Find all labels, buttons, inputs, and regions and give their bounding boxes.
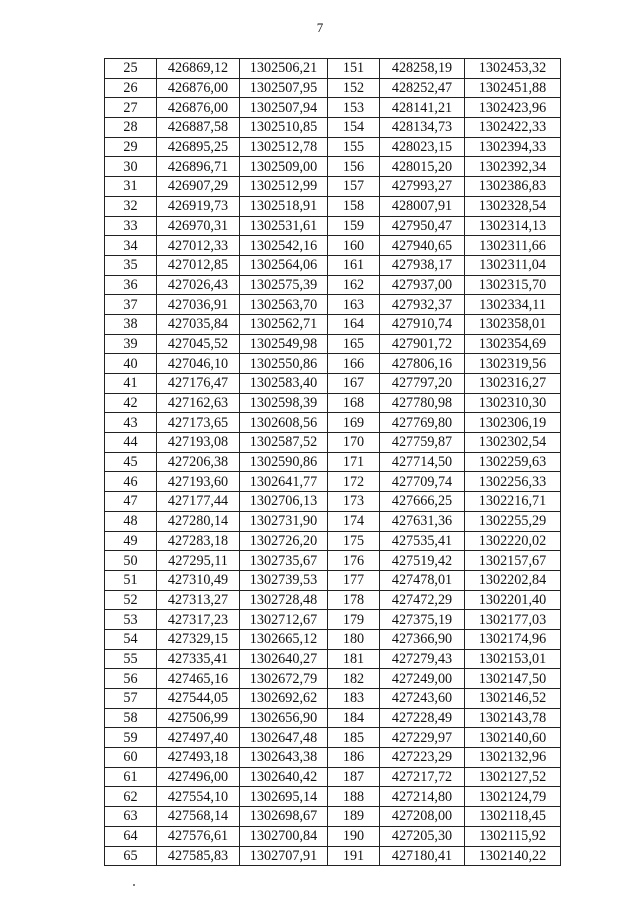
x-coordinate-right: 427780,98 xyxy=(380,393,465,413)
table-row xyxy=(105,846,561,866)
point-number-left: 49 xyxy=(105,531,157,551)
y-coordinate-right: 1302451,88 xyxy=(465,78,561,98)
table-row xyxy=(105,334,561,354)
x-coordinate-left: 426970,31 xyxy=(157,216,240,236)
table-row xyxy=(105,157,561,177)
table-row xyxy=(105,137,561,157)
table-row xyxy=(105,807,561,827)
point-number-left: 38 xyxy=(105,314,157,334)
table-row xyxy=(105,649,561,669)
y-coordinate-left: 1302587,52 xyxy=(240,433,328,453)
x-coordinate-left: 427295,11 xyxy=(157,551,240,571)
point-number-left: 64 xyxy=(105,826,157,846)
x-coordinate-left: 427045,52 xyxy=(157,334,240,354)
x-coordinate-left: 427026,43 xyxy=(157,275,240,295)
point-number-right: 159 xyxy=(328,216,380,236)
table-row xyxy=(105,275,561,295)
y-coordinate-right: 1302394,33 xyxy=(465,137,561,157)
point-number-left: 40 xyxy=(105,354,157,374)
y-coordinate-left: 1302550,86 xyxy=(240,354,328,374)
point-number-left: 44 xyxy=(105,433,157,453)
y-coordinate-right: 1302127,52 xyxy=(465,767,561,787)
table-row xyxy=(105,748,561,768)
point-number-right: 161 xyxy=(328,255,380,275)
x-coordinate-right: 427208,00 xyxy=(380,807,465,827)
y-coordinate-right: 1302157,67 xyxy=(465,551,561,571)
x-coordinate-left: 427496,00 xyxy=(157,767,240,787)
x-coordinate-right: 427279,43 xyxy=(380,649,465,669)
point-number-right: 155 xyxy=(328,137,380,157)
y-coordinate-left: 1302647,48 xyxy=(240,728,328,748)
point-number-right: 181 xyxy=(328,649,380,669)
y-coordinate-right: 1302386,83 xyxy=(465,177,561,197)
x-coordinate-right: 427910,74 xyxy=(380,314,465,334)
point-number-right: 179 xyxy=(328,610,380,630)
point-number-left: 36 xyxy=(105,275,157,295)
coordinates-table xyxy=(104,58,561,866)
y-coordinate-right: 1302216,71 xyxy=(465,492,561,512)
table-row xyxy=(105,610,561,630)
point-number-right: 185 xyxy=(328,728,380,748)
x-coordinate-right: 427535,41 xyxy=(380,531,465,551)
x-coordinate-right: 428134,73 xyxy=(380,118,465,138)
x-coordinate-left: 427493,18 xyxy=(157,748,240,768)
point-number-right: 169 xyxy=(328,413,380,433)
point-number-right: 166 xyxy=(328,354,380,374)
y-coordinate-right: 1302174,96 xyxy=(465,629,561,649)
point-number-right: 167 xyxy=(328,374,380,394)
point-number-right: 189 xyxy=(328,807,380,827)
x-coordinate-right: 428258,19 xyxy=(380,59,465,79)
x-coordinate-right: 427709,74 xyxy=(380,472,465,492)
y-coordinate-right: 1302328,54 xyxy=(465,196,561,216)
x-coordinate-right: 427243,60 xyxy=(380,689,465,709)
point-number-right: 186 xyxy=(328,748,380,768)
y-coordinate-right: 1302319,56 xyxy=(465,354,561,374)
table-row xyxy=(105,570,561,590)
y-coordinate-right: 1302259,63 xyxy=(465,452,561,472)
point-number-left: 50 xyxy=(105,551,157,571)
point-number-left: 42 xyxy=(105,393,157,413)
x-coordinate-left: 426887,58 xyxy=(157,118,240,138)
x-coordinate-left: 427568,14 xyxy=(157,807,240,827)
point-number-left: 52 xyxy=(105,590,157,610)
point-number-left: 32 xyxy=(105,196,157,216)
y-coordinate-left: 1302739,53 xyxy=(240,570,328,590)
x-coordinate-left: 427313,27 xyxy=(157,590,240,610)
y-coordinate-right: 1302423,96 xyxy=(465,98,561,118)
point-number-left: 47 xyxy=(105,492,157,512)
point-number-left: 33 xyxy=(105,216,157,236)
y-coordinate-left: 1302562,71 xyxy=(240,314,328,334)
x-coordinate-left: 427176,47 xyxy=(157,374,240,394)
y-coordinate-right: 1302177,03 xyxy=(465,610,561,630)
y-coordinate-right: 1302422,33 xyxy=(465,118,561,138)
y-coordinate-right: 1302147,50 xyxy=(465,669,561,689)
y-coordinate-right: 1302255,29 xyxy=(465,511,561,531)
x-coordinate-right: 428252,47 xyxy=(380,78,465,98)
point-number-right: 177 xyxy=(328,570,380,590)
y-coordinate-left: 1302531,61 xyxy=(240,216,328,236)
x-coordinate-right: 427229,97 xyxy=(380,728,465,748)
point-number-right: 180 xyxy=(328,629,380,649)
point-number-right: 170 xyxy=(328,433,380,453)
x-coordinate-left: 427283,18 xyxy=(157,531,240,551)
coordinates-table-body xyxy=(105,59,561,866)
x-coordinate-left: 427035,84 xyxy=(157,314,240,334)
x-coordinate-left: 427046,10 xyxy=(157,354,240,374)
y-coordinate-right: 1302202,84 xyxy=(465,570,561,590)
y-coordinate-left: 1302695,14 xyxy=(240,787,328,807)
point-number-left: 31 xyxy=(105,177,157,197)
y-coordinate-right: 1302118,45 xyxy=(465,807,561,827)
x-coordinate-left: 427497,40 xyxy=(157,728,240,748)
table-row xyxy=(105,531,561,551)
y-coordinate-right: 1302453,32 xyxy=(465,59,561,79)
x-coordinate-left: 427465,16 xyxy=(157,669,240,689)
table-row xyxy=(105,98,561,118)
y-coordinate-left: 1302726,20 xyxy=(240,531,328,551)
x-coordinate-right: 427519,42 xyxy=(380,551,465,571)
point-number-right: 182 xyxy=(328,669,380,689)
table-row xyxy=(105,78,561,98)
y-coordinate-left: 1302712,67 xyxy=(240,610,328,630)
point-number-right: 151 xyxy=(328,59,380,79)
y-coordinate-left: 1302598,39 xyxy=(240,393,328,413)
x-coordinate-right: 428023,15 xyxy=(380,137,465,157)
y-coordinate-left: 1302735,67 xyxy=(240,551,328,571)
point-number-left: 63 xyxy=(105,807,157,827)
point-number-right: 174 xyxy=(328,511,380,531)
y-coordinate-left: 1302507,94 xyxy=(240,98,328,118)
x-coordinate-right: 427938,17 xyxy=(380,255,465,275)
point-number-left: 34 xyxy=(105,236,157,256)
y-coordinate-right: 1302153,01 xyxy=(465,649,561,669)
point-number-right: 162 xyxy=(328,275,380,295)
y-coordinate-right: 1302358,01 xyxy=(465,314,561,334)
table-row xyxy=(105,689,561,709)
y-coordinate-right: 1302306,19 xyxy=(465,413,561,433)
y-coordinate-right: 1302392,34 xyxy=(465,157,561,177)
x-coordinate-right: 427472,29 xyxy=(380,590,465,610)
table-row xyxy=(105,826,561,846)
point-number-left: 56 xyxy=(105,669,157,689)
x-coordinate-right: 427932,37 xyxy=(380,295,465,315)
table-row xyxy=(105,472,561,492)
y-coordinate-left: 1302549,98 xyxy=(240,334,328,354)
table-row xyxy=(105,767,561,787)
x-coordinate-left: 426919,73 xyxy=(157,196,240,216)
x-coordinate-right: 427223,29 xyxy=(380,748,465,768)
y-coordinate-left: 1302656,90 xyxy=(240,708,328,728)
table-row xyxy=(105,433,561,453)
y-coordinate-left: 1302506,21 xyxy=(240,59,328,79)
y-coordinate-right: 1302143,78 xyxy=(465,708,561,728)
point-number-left: 28 xyxy=(105,118,157,138)
table-row xyxy=(105,492,561,512)
x-coordinate-right: 427950,47 xyxy=(380,216,465,236)
point-number-right: 160 xyxy=(328,236,380,256)
point-number-left: 48 xyxy=(105,511,157,531)
x-coordinate-right: 427375,19 xyxy=(380,610,465,630)
x-coordinate-right: 427249,00 xyxy=(380,669,465,689)
y-coordinate-left: 1302583,40 xyxy=(240,374,328,394)
x-coordinate-left: 427310,49 xyxy=(157,570,240,590)
x-coordinate-right: 427217,72 xyxy=(380,767,465,787)
table-row xyxy=(105,177,561,197)
y-coordinate-left: 1302641,77 xyxy=(240,472,328,492)
table-row xyxy=(105,787,561,807)
y-coordinate-right: 1302311,04 xyxy=(465,255,561,275)
point-number-left: 41 xyxy=(105,374,157,394)
point-number-left: 62 xyxy=(105,787,157,807)
x-coordinate-right: 427937,00 xyxy=(380,275,465,295)
y-coordinate-right: 1302354,69 xyxy=(465,334,561,354)
x-coordinate-left: 426869,12 xyxy=(157,59,240,79)
point-number-left: 54 xyxy=(105,629,157,649)
y-coordinate-right: 1302115,92 xyxy=(465,826,561,846)
y-coordinate-right: 1302140,22 xyxy=(465,846,561,866)
y-coordinate-left: 1302707,91 xyxy=(240,846,328,866)
table-row xyxy=(105,354,561,374)
table-row xyxy=(105,728,561,748)
table-row xyxy=(105,511,561,531)
point-number-left: 35 xyxy=(105,255,157,275)
x-coordinate-right: 427993,27 xyxy=(380,177,465,197)
x-coordinate-left: 426876,00 xyxy=(157,78,240,98)
x-coordinate-left: 427576,61 xyxy=(157,826,240,846)
y-coordinate-right: 1302146,52 xyxy=(465,689,561,709)
point-number-left: 43 xyxy=(105,413,157,433)
point-number-left: 45 xyxy=(105,452,157,472)
point-number-right: 163 xyxy=(328,295,380,315)
point-number-left: 53 xyxy=(105,610,157,630)
x-coordinate-right: 427806,16 xyxy=(380,354,465,374)
y-coordinate-right: 1302124,79 xyxy=(465,787,561,807)
y-coordinate-left: 1302590,86 xyxy=(240,452,328,472)
point-number-left: 51 xyxy=(105,570,157,590)
x-coordinate-left: 427206,38 xyxy=(157,452,240,472)
point-number-left: 30 xyxy=(105,157,157,177)
x-coordinate-right: 428141,21 xyxy=(380,98,465,118)
x-coordinate-right: 427366,90 xyxy=(380,629,465,649)
point-number-right: 152 xyxy=(328,78,380,98)
y-coordinate-left: 1302700,84 xyxy=(240,826,328,846)
x-coordinate-right: 428007,91 xyxy=(380,196,465,216)
point-number-right: 187 xyxy=(328,767,380,787)
stray-mark xyxy=(133,884,135,886)
table-row xyxy=(105,236,561,256)
point-number-right: 191 xyxy=(328,846,380,866)
table-row xyxy=(105,255,561,275)
point-number-left: 46 xyxy=(105,472,157,492)
table-row xyxy=(105,59,561,79)
point-number-right: 184 xyxy=(328,708,380,728)
x-coordinate-left: 427193,08 xyxy=(157,433,240,453)
point-number-left: 29 xyxy=(105,137,157,157)
y-coordinate-left: 1302728,48 xyxy=(240,590,328,610)
x-coordinate-left: 427162,63 xyxy=(157,393,240,413)
point-number-right: 183 xyxy=(328,689,380,709)
point-number-right: 157 xyxy=(328,177,380,197)
y-coordinate-left: 1302698,67 xyxy=(240,807,328,827)
y-coordinate-right: 1302315,70 xyxy=(465,275,561,295)
x-coordinate-right: 427478,01 xyxy=(380,570,465,590)
y-coordinate-right: 1302334,11 xyxy=(465,295,561,315)
point-number-left: 37 xyxy=(105,295,157,315)
x-coordinate-right: 427631,36 xyxy=(380,511,465,531)
y-coordinate-left: 1302563,70 xyxy=(240,295,328,315)
y-coordinate-left: 1302640,42 xyxy=(240,767,328,787)
point-number-right: 172 xyxy=(328,472,380,492)
x-coordinate-left: 426876,00 xyxy=(157,98,240,118)
point-number-left: 59 xyxy=(105,728,157,748)
y-coordinate-left: 1302542,16 xyxy=(240,236,328,256)
x-coordinate-left: 427585,83 xyxy=(157,846,240,866)
table-row xyxy=(105,551,561,571)
table-row xyxy=(105,452,561,472)
y-coordinate-left: 1302575,39 xyxy=(240,275,328,295)
point-number-right: 153 xyxy=(328,98,380,118)
y-coordinate-left: 1302564,06 xyxy=(240,255,328,275)
x-coordinate-right: 427901,72 xyxy=(380,334,465,354)
table-row xyxy=(105,118,561,138)
y-coordinate-left: 1302643,38 xyxy=(240,748,328,768)
point-number-left: 65 xyxy=(105,846,157,866)
y-coordinate-right: 1302220,02 xyxy=(465,531,561,551)
x-coordinate-right: 428015,20 xyxy=(380,157,465,177)
x-coordinate-right: 427797,20 xyxy=(380,374,465,394)
y-coordinate-left: 1302512,99 xyxy=(240,177,328,197)
x-coordinate-right: 427180,41 xyxy=(380,846,465,866)
page-number: 7 xyxy=(316,20,324,35)
x-coordinate-left: 427280,14 xyxy=(157,511,240,531)
table-row xyxy=(105,196,561,216)
y-coordinate-right: 1302316,27 xyxy=(465,374,561,394)
point-number-left: 58 xyxy=(105,708,157,728)
x-coordinate-right: 427940,65 xyxy=(380,236,465,256)
x-coordinate-left: 426896,71 xyxy=(157,157,240,177)
point-number-right: 165 xyxy=(328,334,380,354)
point-number-right: 190 xyxy=(328,826,380,846)
y-coordinate-right: 1302256,33 xyxy=(465,472,561,492)
table-row xyxy=(105,590,561,610)
x-coordinate-left: 427012,33 xyxy=(157,236,240,256)
y-coordinate-left: 1302509,00 xyxy=(240,157,328,177)
point-number-left: 27 xyxy=(105,98,157,118)
y-coordinate-right: 1302140,60 xyxy=(465,728,561,748)
point-number-left: 61 xyxy=(105,767,157,787)
y-coordinate-left: 1302672,79 xyxy=(240,669,328,689)
point-number-right: 176 xyxy=(328,551,380,571)
table-row xyxy=(105,374,561,394)
y-coordinate-left: 1302518,91 xyxy=(240,196,328,216)
point-number-left: 26 xyxy=(105,78,157,98)
x-coordinate-left: 427329,15 xyxy=(157,629,240,649)
point-number-right: 158 xyxy=(328,196,380,216)
point-number-left: 55 xyxy=(105,649,157,669)
table-row xyxy=(105,669,561,689)
x-coordinate-left: 427177,44 xyxy=(157,492,240,512)
y-coordinate-left: 1302692,62 xyxy=(240,689,328,709)
x-coordinate-left: 427193,60 xyxy=(157,472,240,492)
y-coordinate-left: 1302512,78 xyxy=(240,137,328,157)
y-coordinate-right: 1302201,40 xyxy=(465,590,561,610)
y-coordinate-left: 1302510,85 xyxy=(240,118,328,138)
x-coordinate-right: 427214,80 xyxy=(380,787,465,807)
x-coordinate-right: 427769,80 xyxy=(380,413,465,433)
point-number-right: 154 xyxy=(328,118,380,138)
y-coordinate-right: 1302132,96 xyxy=(465,748,561,768)
table-row xyxy=(105,708,561,728)
x-coordinate-left: 427317,23 xyxy=(157,610,240,630)
x-coordinate-left: 427335,41 xyxy=(157,649,240,669)
point-number-right: 178 xyxy=(328,590,380,610)
x-coordinate-left: 426895,25 xyxy=(157,137,240,157)
table-row xyxy=(105,413,561,433)
x-coordinate-right: 427714,50 xyxy=(380,452,465,472)
point-number-right: 168 xyxy=(328,393,380,413)
point-number-right: 188 xyxy=(328,787,380,807)
table-row xyxy=(105,216,561,236)
x-coordinate-right: 427228,49 xyxy=(380,708,465,728)
y-coordinate-left: 1302608,56 xyxy=(240,413,328,433)
point-number-left: 25 xyxy=(105,59,157,79)
y-coordinate-left: 1302507,95 xyxy=(240,78,328,98)
point-number-right: 164 xyxy=(328,314,380,334)
y-coordinate-left: 1302665,12 xyxy=(240,629,328,649)
point-number-left: 57 xyxy=(105,689,157,709)
point-number-right: 175 xyxy=(328,531,380,551)
x-coordinate-left: 427173,65 xyxy=(157,413,240,433)
y-coordinate-right: 1302302,54 xyxy=(465,433,561,453)
x-coordinate-right: 427759,87 xyxy=(380,433,465,453)
y-coordinate-left: 1302731,90 xyxy=(240,511,328,531)
y-coordinate-right: 1302311,66 xyxy=(465,236,561,256)
x-coordinate-right: 427666,25 xyxy=(380,492,465,512)
y-coordinate-right: 1302310,30 xyxy=(465,393,561,413)
x-coordinate-left: 427036,91 xyxy=(157,295,240,315)
x-coordinate-left: 427544,05 xyxy=(157,689,240,709)
y-coordinate-left: 1302706,13 xyxy=(240,492,328,512)
x-coordinate-left: 427506,99 xyxy=(157,708,240,728)
table-row xyxy=(105,629,561,649)
table-row xyxy=(105,314,561,334)
point-number-right: 173 xyxy=(328,492,380,512)
point-number-right: 156 xyxy=(328,157,380,177)
y-coordinate-right: 1302314,13 xyxy=(465,216,561,236)
x-coordinate-left: 427012,85 xyxy=(157,255,240,275)
x-coordinate-left: 427554,10 xyxy=(157,787,240,807)
table-row xyxy=(105,295,561,315)
table-row xyxy=(105,393,561,413)
x-coordinate-right: 427205,30 xyxy=(380,826,465,846)
point-number-left: 60 xyxy=(105,748,157,768)
point-number-right: 171 xyxy=(328,452,380,472)
point-number-left: 39 xyxy=(105,334,157,354)
x-coordinate-left: 426907,29 xyxy=(157,177,240,197)
y-coordinate-left: 1302640,27 xyxy=(240,649,328,669)
